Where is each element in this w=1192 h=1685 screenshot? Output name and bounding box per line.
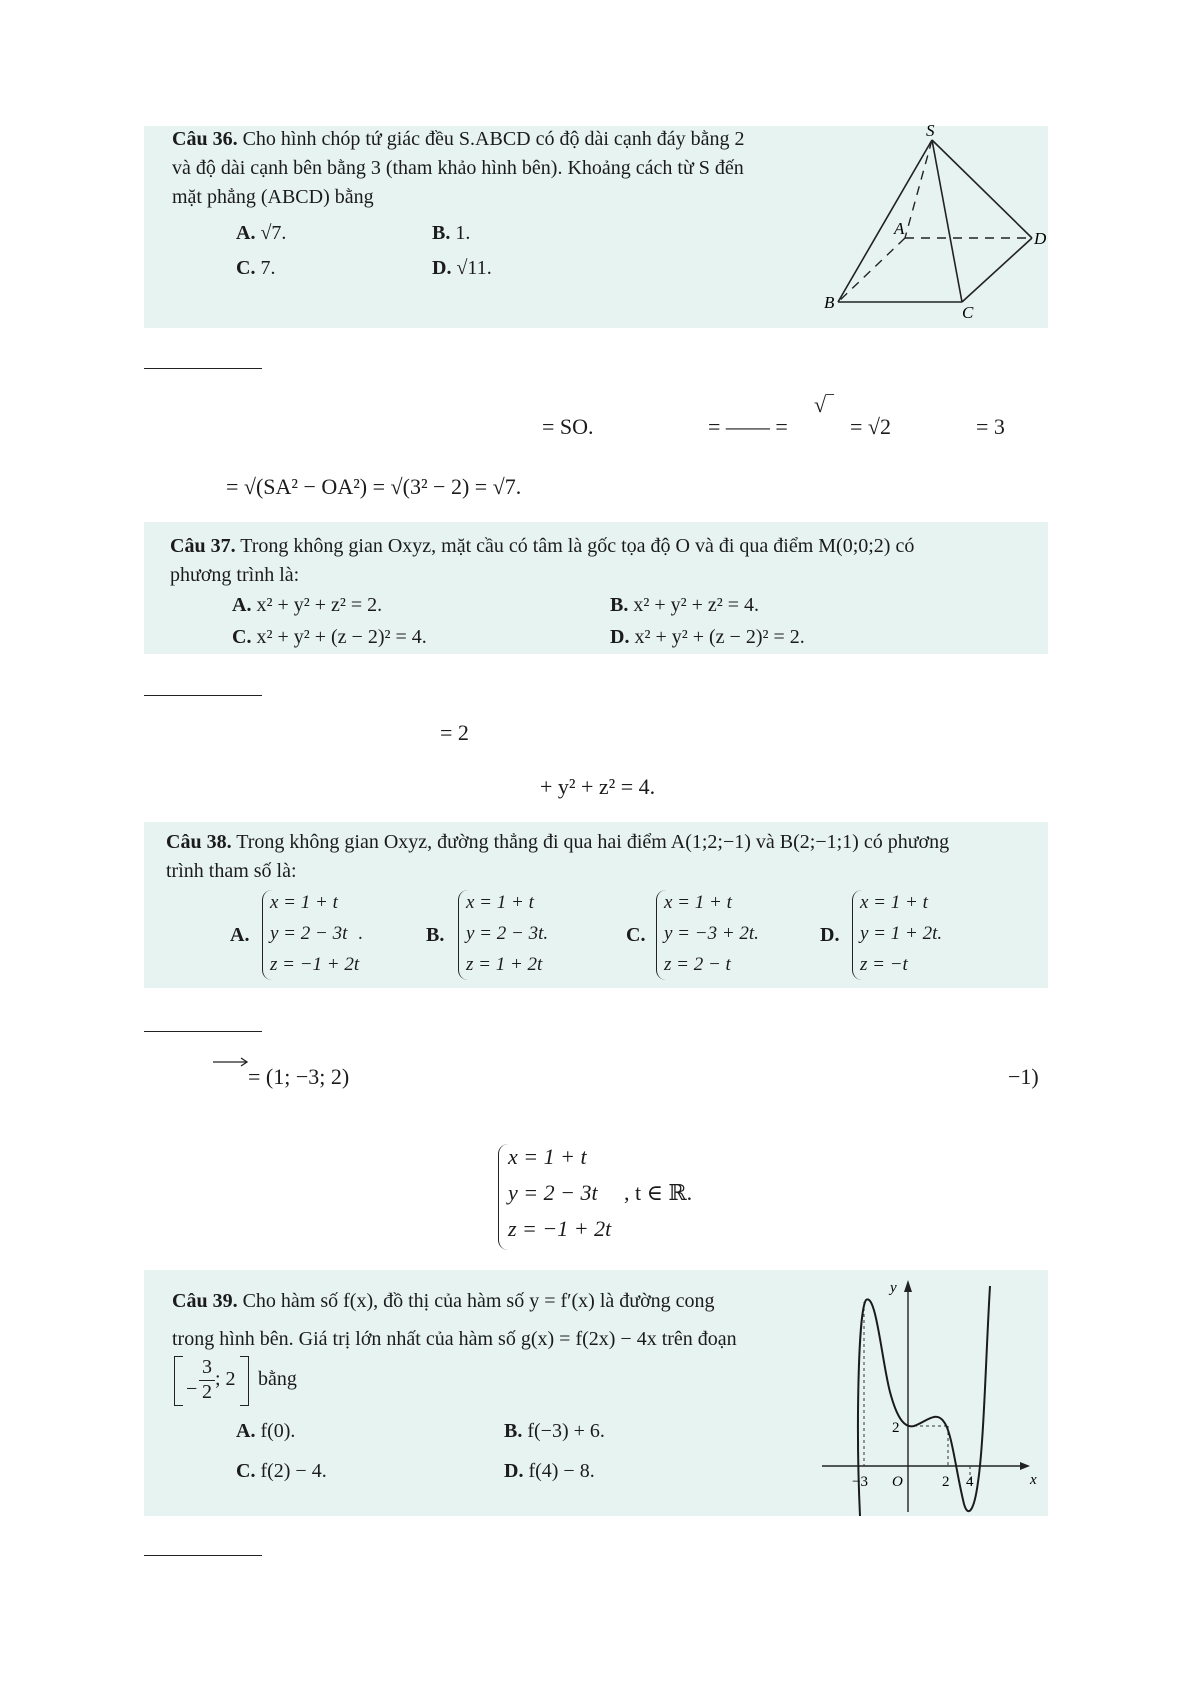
- question-37-line-2: phương trình là:: [170, 564, 300, 586]
- vertex-c-label: C: [962, 303, 974, 322]
- question-38-text: [166, 828, 1050, 886]
- question-37-text: [170, 532, 1050, 590]
- question-38-option-c[interactable]: C.: [626, 924, 646, 946]
- solution-36-fragment-4: = √(SA² − OA²) = √(3² − 2) = √7.: [226, 474, 522, 499]
- question-37-label: Câu 37.: [170, 535, 236, 557]
- vertex-b-label: B: [824, 293, 835, 312]
- question-39-option-d[interactable]: D. f(4) − 8.: [504, 1460, 595, 1482]
- edge-cd: [962, 238, 1032, 302]
- x-axis-arrow: [1020, 1462, 1030, 1470]
- solution-36-fragment-2b: √‾: [814, 392, 834, 417]
- solution-37-fragment-1: = 2: [440, 720, 469, 745]
- y-axis-arrow: [904, 1280, 912, 1292]
- solution-38-system: x = 1 + t y = 2 − 3t , t ∈ ℝ. z = −1 + 2t: [498, 1144, 718, 1252]
- question-39-text: [172, 1282, 812, 1358]
- question-36-option-a[interactable]: A. √7.: [236, 222, 287, 244]
- edge-ab: [838, 238, 905, 302]
- solution-36-fragment-2c: = √2: [850, 414, 891, 439]
- vertex-d-label: D: [1034, 229, 1047, 248]
- question-38-label: Câu 38.: [166, 831, 232, 853]
- question-36-text: [172, 125, 812, 212]
- question-36-option-d[interactable]: D. √11.: [432, 257, 492, 279]
- question-38-option-d-system: x = 1 + t y = 1 + 2t. z = −t: [852, 890, 972, 980]
- question-36-option-b[interactable]: B. 1.: [432, 222, 471, 244]
- tick-label-2: 2: [942, 1474, 950, 1490]
- y-axis-label: y: [890, 1280, 897, 1296]
- question-38-option-c-system: x = 1 + t y = −3 + 2t. z = 2 − t: [656, 890, 786, 980]
- question-37-option-c[interactable]: C. x² + y² + (z − 2)² = 4.: [232, 626, 427, 648]
- solution-39-rule: [144, 1555, 262, 1556]
- question-36-label: Câu 36.: [172, 128, 238, 150]
- question-38-option-a[interactable]: A.: [230, 924, 250, 946]
- solution-37-fragment-2: + y² + z² = 4.: [540, 774, 656, 799]
- question-37-line-1: Trong không gian Oxyz, mặt cầu có tâm là gốc tọa độ O và đi qua điểm M(0;0;2) có: [240, 535, 915, 557]
- tick-label-4: 4: [966, 1474, 974, 1490]
- vertex-s-label: S: [926, 122, 935, 140]
- question-37-option-b[interactable]: B. x² + y² + z² = 4.: [610, 594, 760, 616]
- vertex-a-label: A: [894, 219, 905, 238]
- question-36-line-1: Cho hình chóp tứ giác đều S.ABCD có độ dài cạnh đáy bằng 2: [242, 128, 745, 150]
- solution-37-rule: [144, 695, 262, 696]
- solution-36-rule: [144, 368, 262, 369]
- question-37-option-d[interactable]: D. x² + y² + (z − 2)² = 2.: [610, 626, 805, 648]
- question-38-line-2: trình tham số là:: [166, 860, 297, 882]
- question-39-line-1: Cho hàm số f(x), đồ thị của hàm số y = f′(x) là đường cong: [242, 1290, 715, 1312]
- question-38-option-b-system: x = 1 + t y = 2 − 3t. z = 1 + 2t: [458, 890, 578, 980]
- question-36-line-2: và độ dài cạnh bên bằng 3 (tham khảo hình bên). Khoảng cách từ S đến: [172, 157, 744, 179]
- question-39-line-2: trong hình bên. Giá trị lớn nhất của hàm số g(x) = f(2x) − 4x trên đoạn: [172, 1328, 737, 1350]
- origin-label: O: [892, 1474, 903, 1490]
- solution-38-fragment-1: = (1; −3; 2): [248, 1064, 350, 1089]
- question-38-line-1: Trong không gian Oxyz, đường thẳng đi qua hai điểm A(1;2;−1) và B(2;−1;1) có phương: [236, 831, 950, 853]
- question-39-interval: − 3 2 ; 2 bằng: [174, 1356, 344, 1406]
- y-tick-label-2: 2: [892, 1420, 900, 1436]
- question-36-line-3: mặt phẳng (ABCD) bằng: [172, 186, 374, 208]
- pyramid-figure: [812, 122, 1052, 322]
- question-39-option-a[interactable]: A. f(0).: [236, 1420, 296, 1442]
- question-39-option-b[interactable]: B. f(−3) + 6.: [504, 1420, 605, 1442]
- edge-sb: [838, 140, 932, 302]
- derivative-graph: [818, 1272, 1048, 1516]
- question-38-option-d[interactable]: D.: [820, 924, 840, 946]
- solution-38-rule: [144, 1031, 262, 1032]
- solution-36-fragment-2: = —— =: [708, 414, 788, 439]
- question-36-option-c[interactable]: C. 7.: [236, 257, 276, 279]
- question-38-option-a-system: x = 1 + t y = 2 − 3t . z = −1 + 2t: [262, 890, 382, 980]
- question-39-label: Câu 39.: [172, 1290, 238, 1312]
- edge-sa: [905, 140, 932, 238]
- solution-38-fragment-2: −1): [1008, 1064, 1039, 1089]
- question-38-option-b[interactable]: B.: [426, 924, 445, 946]
- question-37-option-a[interactable]: A. x² + y² + z² = 2.: [232, 594, 383, 616]
- solution-36-fragment-1: = SO.: [542, 414, 594, 439]
- x-axis-label: x: [1030, 1472, 1037, 1488]
- vector-arrow: [212, 1056, 252, 1068]
- solution-36-fragment-3: = 3: [976, 414, 1005, 439]
- tick-label-neg3: −3: [852, 1474, 868, 1490]
- question-39-option-c[interactable]: C. f(2) − 4.: [236, 1460, 327, 1482]
